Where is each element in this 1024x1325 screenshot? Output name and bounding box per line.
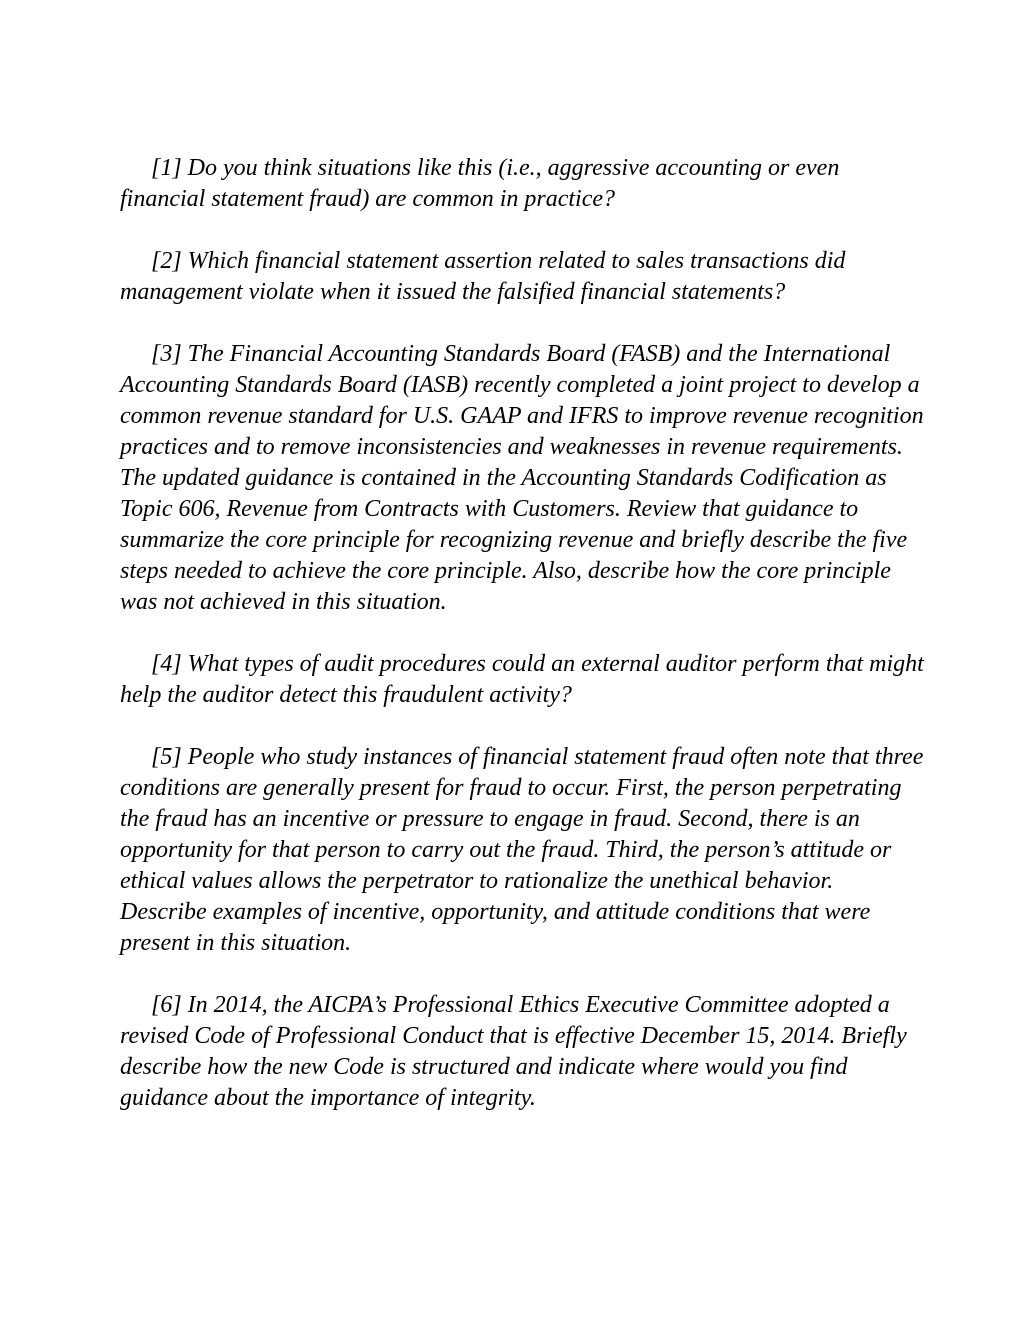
question-5: [5] People who study instances of financial statement fraud often note that three conditions are generally present for fraud to occur. First, the person perpetrating the fraud has an incentive or pressure to engage in fraud. Second, there is an opportunity for that person to carry out the fraud. Third, the person’s attitude or ethical values allows the perpetrator to rationalize the unethical behavior. Describe examples of incentive, opportunity, and attitude conditions that were present in this situation.	[120, 744, 924, 956]
question-3: [3] The Financial Accounting Standards Board (FASB) and the International Accounting Standards Board (IASB) recently completed a joint project to develop a common revenue standard for U.S. GAAP and IFRS to improve revenue recognition practices and to remove inconsistencies and weaknesses in revenue requirements. The updated guidance is contained in the Accounting Standards Codification as Topic 606, Revenue from Contracts with Customers. Review that guidance to summarize the core principle for recognizing revenue and briefly describe the five steps needed to achieve the core principle. Also, describe how the core principle was not achieved in this situation.	[120, 341, 924, 615]
question-2: [2] Which financial statement assertion related to sales transactions did management violate when it issued the falsified financial statements?	[120, 248, 846, 305]
question-1: [1] Do you think situations like this (i.e., aggressive accounting or even financial statement fraud) are common in practice?	[120, 155, 840, 212]
question-6: [6] In 2014, the AICPA’s Professional Ethics Executive Committee adopted a revised Code of Professional Conduct that is effective December 15, 2014. Briefly describe how the new Code is structured and indicate where would you find guidance about the importance of integrity.	[120, 992, 907, 1111]
question-4: [4] What types of audit procedures could an external auditor perform that might help the auditor detect this fraudulent activity?	[120, 651, 924, 708]
